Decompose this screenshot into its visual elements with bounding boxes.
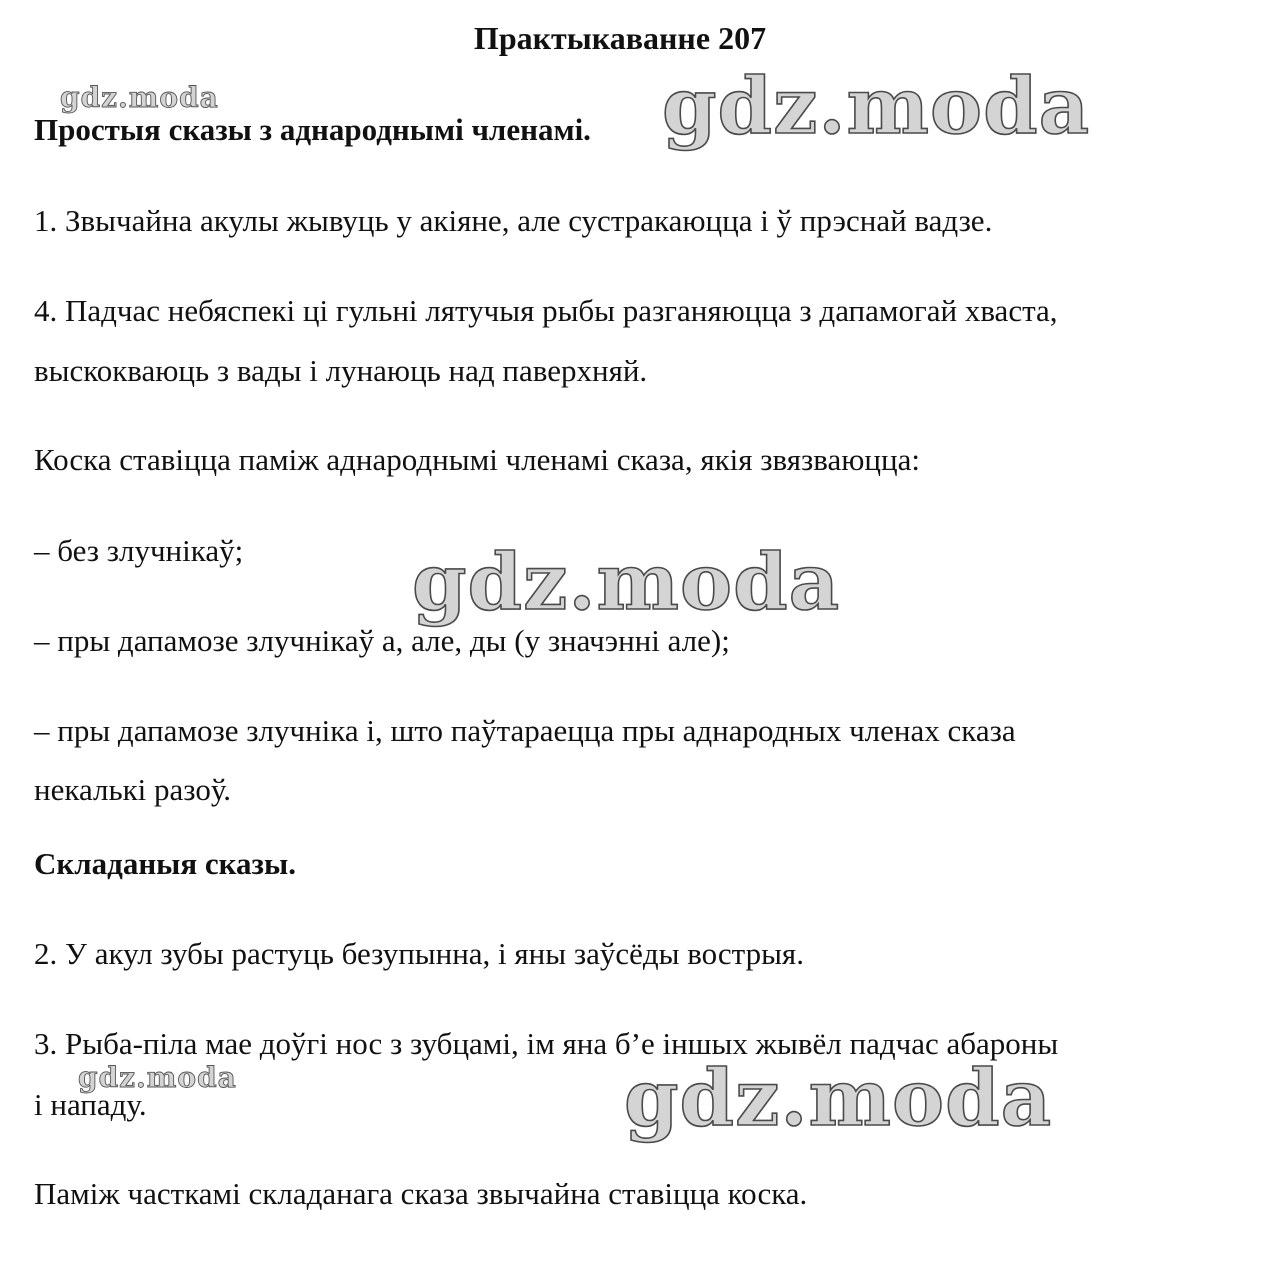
sentence-1: 1. Звычайна акулы жывуць у акіяне, але сустракаюцца і ў прэснай вадзе.	[34, 203, 993, 238]
watermark-center: gdz.moda	[412, 537, 841, 628]
section-heading-simple-sentences: Простыя сказы з аднароднымі членамі.	[34, 112, 591, 147]
watermark-bottom-right: gdz.moda	[624, 1053, 1053, 1144]
sentence-2: 2. У акул зубы растуць безупынна, і яны заўсёды вострыя.	[34, 936, 804, 971]
rule-item-adversative-conjunctions: – пры дапамозе злучнікаў а, але, ды (у значэнні але);	[34, 623, 730, 658]
sentence-3-line-1: 3. Рыба-піла мае доўгі нос з зубцамі, ім яна б’е іншых жывёл падчас абароны	[34, 1026, 1059, 1061]
sentence-4-line-2: выскокваюць з вады і лунаюць над паверхняй.	[34, 353, 648, 388]
rule-complex-sentence: Паміж часткамі складанага сказа звычайна ставіцца коска.	[34, 1176, 808, 1211]
sentence-4-line-1: 4. Падчас небяспекі ці гульні лятучыя рыбы разганяюцца з дапамогай хваста,	[34, 293, 1058, 328]
watermark-top-right: gdz.moda	[662, 61, 1091, 152]
rule-homogeneous-members: Коска ставіцца паміж аднароднымі членамі сказа, якія звязваюцца:	[34, 442, 920, 477]
section-heading-complex-sentences: Складаныя сказы.	[34, 846, 296, 881]
rule-item-no-conjunctions: – без злучнікаў;	[34, 533, 244, 568]
watermark-small-bottom-left: gdz.moda	[78, 1061, 237, 1094]
page-title: Практыкаванне 207	[473, 20, 767, 56]
sentence-3-line-2: і нападу.	[34, 1087, 147, 1122]
rule-item-repeated-conjunction-line-1: – пры дапамозе злучніка і, што паўтараецца пры аднародных членах сказа	[34, 713, 1016, 748]
rule-item-repeated-conjunction-line-2: некалькі разоў.	[34, 772, 231, 807]
watermark-small-top-left: gdz.moda	[60, 81, 219, 114]
